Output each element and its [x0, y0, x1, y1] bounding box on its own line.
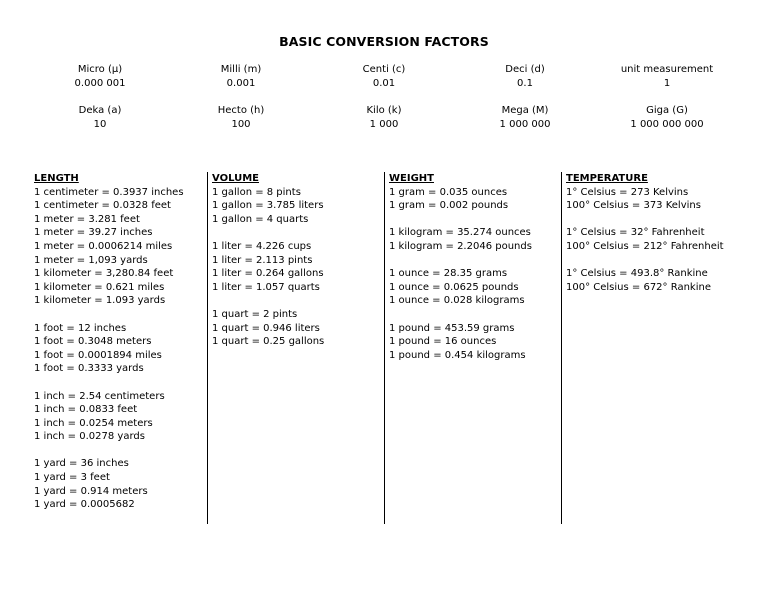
prefix-cell	[309, 104, 459, 132]
group-spacer	[566, 254, 724, 268]
prefix-name: Mega (M)	[501, 105, 549, 116]
prefix-cell	[25, 63, 175, 91]
conversion-line: 1 yard = 3 feet	[34, 472, 110, 484]
conversion-line: 1 foot = 12 inches	[34, 322, 127, 334]
column-heading: LENGTH	[34, 173, 79, 184]
conversion-line: 1 meter = 3.281 feet	[34, 213, 140, 225]
conversion-line: 1 gram = 0.002 pounds	[389, 200, 509, 212]
prefix-cell	[166, 104, 316, 132]
weight-column	[389, 172, 532, 362]
prefix-value: 0.01	[372, 78, 396, 89]
prefix-row	[0, 63, 768, 93]
conversion-line: 1 inch = 0.0278 yards	[34, 431, 145, 443]
prefix-name: Giga (G)	[646, 105, 688, 116]
conversion-line: 1 foot = 0.3048 meters	[34, 336, 152, 348]
conversion-line: 1° Celsius = 493.8° Rankine	[566, 268, 708, 280]
prefix-cell	[450, 63, 600, 91]
group-spacer	[212, 226, 324, 240]
conversion-line: 1 kilometer = 3,280.84 feet	[34, 268, 174, 280]
column-divider	[561, 172, 562, 524]
prefix-name: Micro (µ)	[77, 64, 123, 75]
conversion-line: 1 gallon = 8 pints	[212, 186, 301, 198]
prefix-value: 0.001	[226, 78, 256, 89]
conversion-line: 1 ounce = 0.028 kilograms	[389, 295, 525, 307]
conversion-line: 1 yard = 0.914 meters	[34, 485, 148, 497]
group-spacer	[34, 308, 184, 322]
conversion-line: 1 inch = 0.0254 meters	[34, 417, 153, 429]
conversion-line: 100° Celsius = 672° Rankine	[566, 281, 711, 293]
page-title: BASIC CONVERSION FACTORS	[279, 34, 489, 49]
prefix-cell	[592, 63, 742, 91]
conversion-line: 1 pound = 453.59 grams	[389, 322, 515, 334]
prefix-name: Deka (a)	[78, 105, 122, 116]
prefix-value: 0.000 001	[74, 78, 126, 89]
conversion-line: 1 kilogram = 2.2046 pounds	[389, 240, 532, 252]
prefix-value: 1	[663, 78, 671, 89]
group-spacer	[389, 213, 532, 227]
prefix-value: 10	[93, 119, 107, 130]
conversion-line: 1 kilogram = 35.274 ounces	[389, 227, 531, 239]
column-divider	[207, 172, 208, 524]
conversion-line: 1 liter = 4.226 cups	[212, 240, 312, 252]
volume-column	[212, 172, 324, 349]
group-spacer	[566, 213, 724, 227]
conversion-line: 1 yard = 36 inches	[34, 458, 129, 470]
conversion-line: 1 meter = 39.27 inches	[34, 227, 153, 239]
prefix-cell	[166, 63, 316, 91]
length-column	[34, 172, 184, 512]
prefix-value: 1 000	[369, 119, 399, 130]
conversion-line: 1 gallon = 3.785 liters	[212, 200, 324, 212]
group-spacer	[389, 254, 532, 268]
group-spacer	[34, 376, 184, 390]
group-spacer	[34, 444, 184, 458]
conversion-line: 1 inch = 2.54 centimeters	[34, 390, 165, 402]
conversion-line: 1 centimeter = 0.3937 inches	[34, 186, 184, 198]
conversion-line: 1 kilometer = 0.621 miles	[34, 281, 165, 293]
column-divider	[384, 172, 385, 524]
prefix-row	[0, 104, 768, 134]
conversion-line: 1 quart = 0.25 gallons	[212, 336, 325, 348]
prefix-cell	[25, 104, 175, 132]
conversion-line: 1 quart = 0.946 liters	[212, 322, 320, 334]
conversion-line: 1 ounce = 28.35 grams	[389, 268, 508, 280]
prefix-name: Centi (c)	[362, 64, 406, 75]
prefix-value: 0.1	[517, 78, 533, 89]
prefix-cell	[450, 104, 600, 132]
prefix-name: Milli (m)	[220, 64, 262, 75]
conversion-line: 100° Celsius = 373 Kelvins	[566, 200, 701, 212]
prefix-cell	[309, 63, 459, 91]
conversion-line: 1 centimeter = 0.0328 feet	[34, 200, 171, 212]
group-spacer	[212, 294, 324, 308]
prefix-value: 100	[231, 119, 251, 130]
conversion-line: 1° Celsius = 273 Kelvins	[566, 186, 689, 198]
group-spacer	[389, 308, 532, 322]
conversion-line: 1 kilometer = 1.093 yards	[34, 295, 166, 307]
conversion-line: 1 liter = 0.264 gallons	[212, 268, 324, 280]
conversion-line: 1 liter = 1.057 quarts	[212, 281, 320, 293]
column-heading: WEIGHT	[389, 173, 434, 184]
prefix-name: Kilo (k)	[366, 105, 402, 116]
conversion-line: 1 pound = 0.454 kilograms	[389, 349, 526, 361]
conversion-line: 1 liter = 2.113 pints	[212, 254, 313, 266]
prefix-name: unit measurement	[620, 64, 714, 75]
conversion-line: 1 ounce = 0.0625 pounds	[389, 281, 519, 293]
prefix-name: Deci (d)	[505, 64, 545, 75]
conversion-line: 1 meter = 0.0006214 miles	[34, 240, 173, 252]
conversion-line: 1 foot = 0.0001894 miles	[34, 349, 162, 361]
temperature-column	[566, 172, 724, 294]
conversion-line: 100° Celsius = 212° Fahrenheit	[566, 240, 724, 252]
conversion-line: 1 foot = 0.3333 yards	[34, 363, 144, 375]
conversion-line: 1 inch = 0.0833 feet	[34, 404, 138, 416]
conversion-line: 1 gram = 0.035 ounces	[389, 186, 508, 198]
conversion-line: 1 pound = 16 ounces	[389, 336, 497, 348]
conversion-line: 1 quart = 2 pints	[212, 308, 298, 320]
prefix-name: Hecto (h)	[217, 105, 265, 116]
conversion-line: 1 meter = 1,093 yards	[34, 254, 148, 266]
prefix-value: 1 000 000	[499, 119, 551, 130]
column-heading: TEMPERATURE	[566, 173, 648, 184]
prefix-cell	[592, 104, 742, 132]
column-heading: VOLUME	[212, 173, 259, 184]
conversion-line: 1 yard = 0.0005682	[34, 499, 135, 511]
conversion-line: 1° Celsius = 32° Fahrenheit	[566, 227, 705, 239]
prefix-value: 1 000 000 000	[630, 119, 704, 130]
conversion-line: 1 gallon = 4 quarts	[212, 213, 309, 225]
